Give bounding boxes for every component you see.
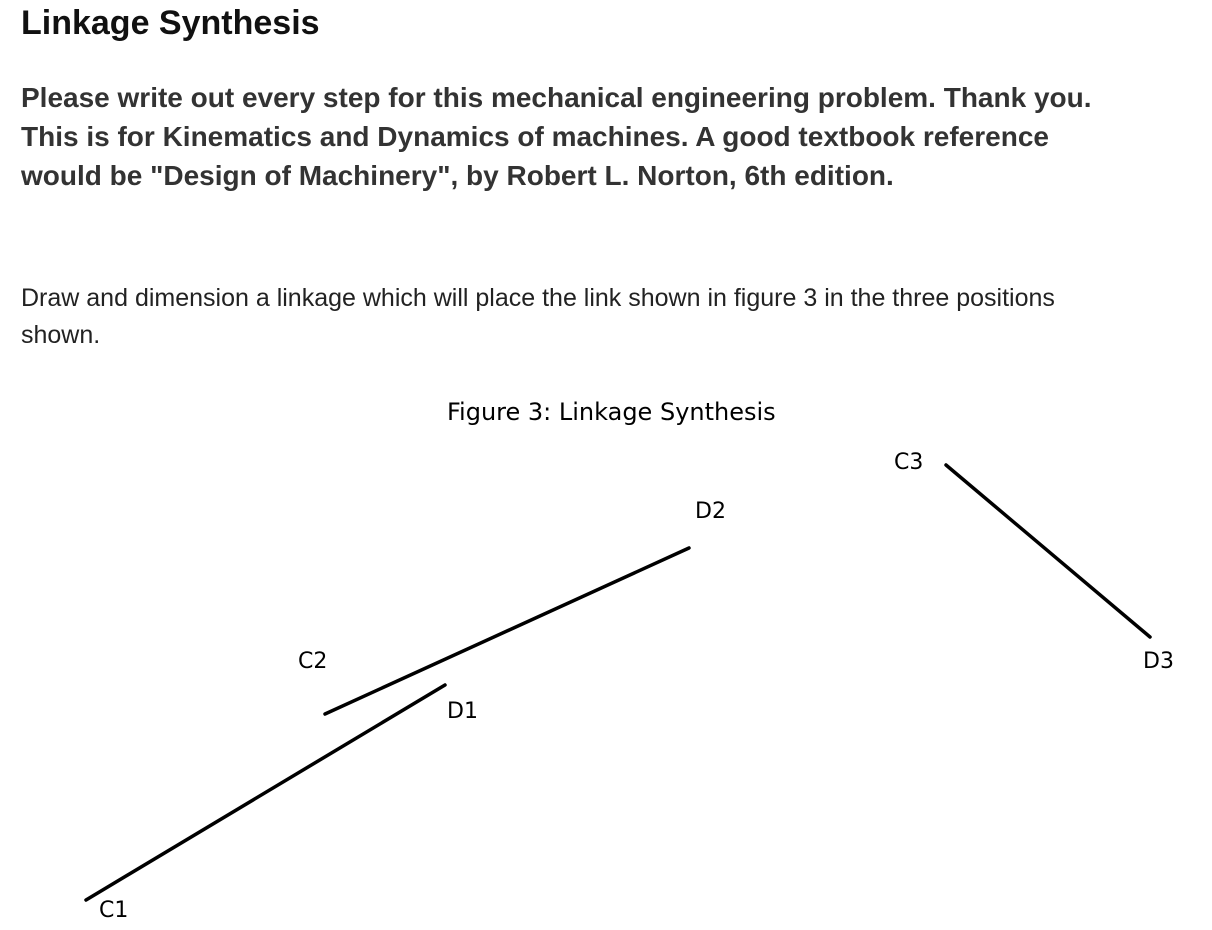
- problem-line: Draw and dimension a linkage which will place the link shown in figure 3 in the three positions: [21, 284, 1055, 312]
- figure-3: [0, 380, 1212, 930]
- link-position-2: [325, 548, 689, 714]
- figure-caption: Figure 3: Linkage Synthesis: [447, 398, 776, 426]
- point-label-c3: C3: [894, 450, 924, 475]
- point-label-d3: D3: [1143, 649, 1174, 674]
- intro-line: would be "Design of Machinery", by Robert L. Norton, 6th edition.: [21, 160, 894, 191]
- point-label-d2: D2: [695, 499, 726, 524]
- problem-line: shown.: [21, 321, 101, 349]
- point-label-c2: C2: [298, 649, 328, 674]
- intro-paragraph: [21, 78, 1191, 195]
- point-label-d1: D1: [447, 699, 478, 724]
- link-position-1: [86, 685, 445, 900]
- intro-line: This is for Kinematics and Dynamics of machines. A good textbook reference: [21, 121, 1049, 152]
- problem-statement: [21, 280, 1191, 354]
- page-title: Linkage Synthesis: [21, 4, 320, 42]
- point-label-c1: C1: [99, 898, 129, 923]
- link-position-3: [946, 465, 1150, 637]
- linkage-diagram: [0, 380, 1212, 930]
- intro-line: Please write out every step for this mechanical engineering problem. Thank you.: [21, 82, 1092, 113]
